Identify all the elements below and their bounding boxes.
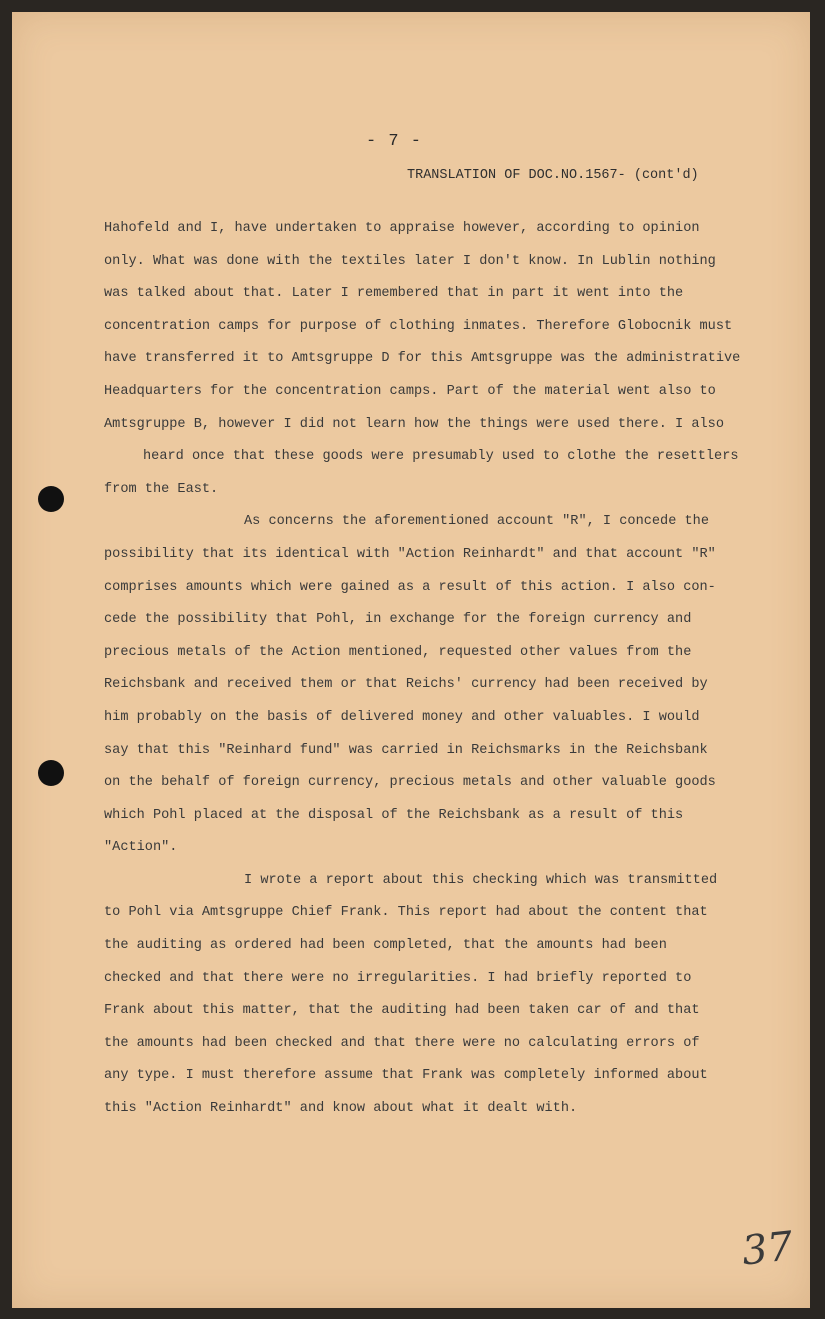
text-line: say that this "Reinhard fund" was carried in Reichsmarks in the Reichsbank [104,742,708,758]
text-line: cede the possibility that Pohl, in exchange for the foreign currency and [104,612,692,628]
text-line: this "Action Reinhardt" and know about what it dealt with. [104,1101,578,1117]
text-line: the auditing as ordered had been completed, that the amounts had been [104,938,667,954]
text-line: from the East. [104,481,219,497]
paragraph-2 [104,506,756,865]
text-line: concentration camps for purpose of clothing inmates. Therefore Globocnik must [104,318,733,334]
text-line: "Action". [104,840,178,856]
text-line: which Pohl placed at the disposal of the Reichsbank as a result of this [104,807,684,823]
text-line: Reichsbank and received them or that Reichs' currency had been received by [104,677,708,693]
text-line: Headquarters for the concentration camps. Part of the material went also to [104,383,716,399]
text-line: heard once that these goods were presumably used to clothe the resettlers [143,449,739,465]
page-number: - 7 - [366,132,423,151]
text-line: to Pohl via Amtsgruppe Chief Frank. This report had about the content that [104,905,708,921]
text-line: was talked about that. Later I remembered that in part it went into the [104,286,684,302]
text-line: have transferred it to Amtsgruppe D for this Amtsgruppe was the administrative [104,351,741,367]
text-line: Frank about this matter, that the auditing had been taken car of and that [104,1003,700,1019]
paragraph-3 [104,865,756,1126]
text-line: possibility that its identical with "Action Reinhardt" and that account "R" [104,546,716,562]
document-body [104,213,756,1126]
text-line: Amtsgruppe B, however I did not learn how the things were used there. I also [104,416,724,432]
text-line: any type. I must therefore assume that Frank was completely informed about [104,1068,708,1084]
text-line: checked and that there were no irregularities. I had briefly reported to [104,970,692,986]
document-title: TRANSLATION OF DOC.NO.1567- (cont'd) [407,168,699,183]
text-line: only. What was done with the textiles later I don't know. In Lublin nothing [104,253,716,269]
punch-hole-top [38,486,64,512]
text-line: on the behalf of foreign currency, precious metals and other valuable goods [104,775,716,791]
text-line: him probably on the basis of delivered money and other valuables. I would [104,709,700,725]
text-line: comprises amounts which were gained as a result of this action. I also con- [104,579,716,595]
paragraph-1 [104,213,756,506]
handwritten-page-number: 37 [739,1223,796,1275]
punch-hole-bottom [38,760,64,786]
text-line: the amounts had been checked and that there were no calculating errors of [104,1035,700,1051]
text-line: As concerns the aforementioned account "R", I concede the [244,514,709,530]
text-line: I wrote a report about this checking which was transmitted [244,872,718,888]
text-line: Hahofeld and I, have undertaken to appraise however, according to opinion [104,221,700,236]
text-line: precious metals of the Action mentioned, requested other values from the [104,644,692,660]
